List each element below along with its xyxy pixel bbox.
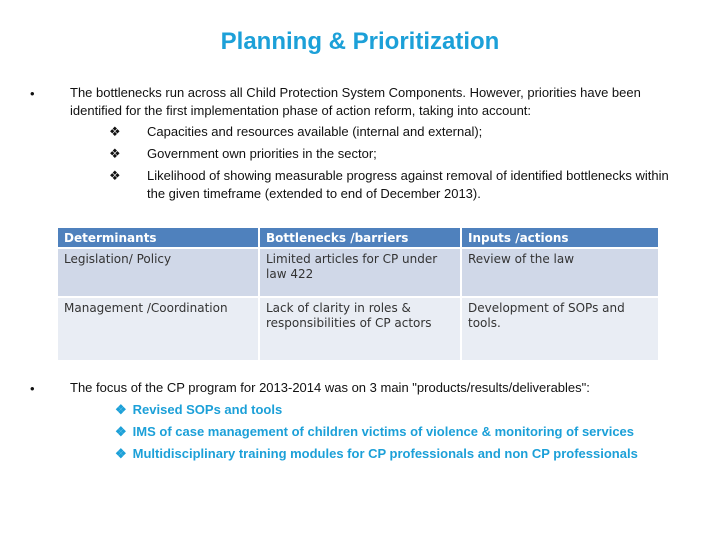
diamond-icon: ❖ [109, 146, 121, 161]
table-cell: Legislation/ Policy [58, 248, 259, 297]
diamond-icon: ❖ [109, 124, 121, 139]
column-header: Bottlenecks /barriers [259, 228, 461, 248]
diamond-icon: ❖ [115, 402, 127, 417]
intro-paragraph: The bottlenecks run across all Child Protection System Components. However, priorities have been identified for the first implementation phase of action reform, taking into account: [70, 85, 641, 118]
slide: Planning & Prioritization • The bottlenecks run across all Child Protection System Components. However, priorities have been identified for the first implementation phase of action reform, taking into account: ❖ Capacities and resources available (internal and external); ❖ Government own priorities in the sector; ❖ Likelihood of showing measurable progress against removal of identified bottlenecks within the given timeframe (extended to end of December 2013). Determinants Bottlenecks /barriers Inputs /actions Legislation/ Policy Limited articles for CP under law 422 Review of the law Management /Coordination Lack of clarity in roles & responsibilities of CP actors Development of SOPs and tools. • The focus of the CP program for 2013-2014 was on 3 main "products/results/deliverables": ❖ Revised SOPs and tools ❖ IMS of case management of children victims of violence & monitoring of services ❖ Multidisciplinary training modules for CP professionals and non CP professionals [0, 0, 720, 540]
bottlenecks-table [58, 228, 660, 360]
table-cell: Lack of clarity in roles & responsibilities of CP actors [259, 297, 461, 360]
diamond-icon: ❖ [115, 446, 127, 461]
focus-paragraph: The focus of the CP program for 2013-2014 was on 3 main "products/results/deliverables": [70, 380, 590, 395]
table-cell: Management /Coordination [58, 297, 259, 360]
table-header-row [58, 228, 659, 248]
deliverable-item: ❖ Revised SOPs and tools [115, 402, 283, 417]
bullet-icon: • [30, 381, 35, 396]
table-row [58, 297, 659, 360]
diamond-icon: ❖ [115, 424, 127, 439]
column-header: Determinants [58, 228, 259, 248]
deliverable-item: ❖ Multidisciplinary training modules for CP professionals and non CP professionals [115, 446, 638, 461]
column-header: Inputs /actions [461, 228, 659, 248]
deliverable-item: ❖ IMS of case management of children victims of violence & monitoring of services [115, 424, 635, 439]
table-cell: Limited articles for CP under law 422 [259, 248, 461, 297]
diamond-icon: ❖ [109, 168, 121, 183]
table-cell: Review of the law [461, 248, 659, 297]
table-cell: Development of SOPs and tools. [461, 297, 659, 360]
slide-title: Planning & Prioritization [220, 28, 500, 55]
bullet-icon: • [30, 86, 35, 101]
table-row [58, 248, 659, 297]
